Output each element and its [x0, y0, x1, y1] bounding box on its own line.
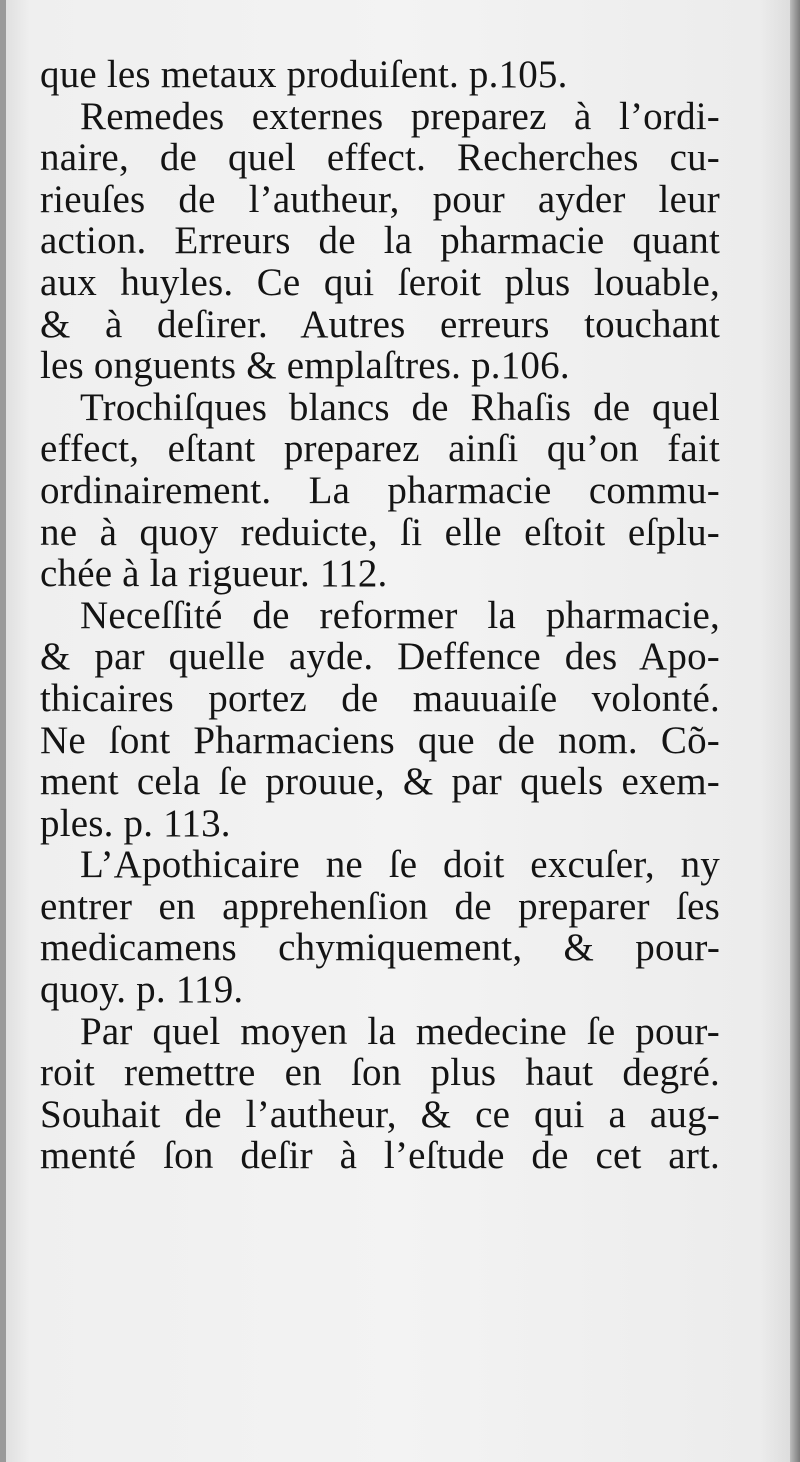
text-line: Souhait de l’autheur, & ce qui a aug-	[40, 1092, 720, 1136]
text-line: ne à quoy reduicte, ſi elle eſtoit eſplu-	[40, 510, 720, 554]
text-line: thicaires portez de mauuaiſe volonté.	[40, 676, 720, 720]
text-line: Trochiſques blancs de Rhaſis de quel	[80, 385, 720, 429]
text-line: entrer en apprehenſion de preparer ſes	[40, 884, 720, 928]
text-line: naire, de quel effect. Recherches cu-	[40, 136, 720, 180]
text-line: Ne ſont Pharmaciens que de nom. Cõ-	[40, 718, 720, 762]
text-line: & par quelle ayde. Deffence des Apo-	[40, 635, 720, 679]
text-line: Neceſſité de reformer la pharmacie,	[80, 593, 720, 637]
text-line: & à deſirer. Autres erreurs touchant	[40, 302, 720, 346]
index-text-block	[40, 54, 720, 1177]
text-line: quoy. p. 119.	[40, 968, 244, 1012]
text-line: menté ſon deſir à l’eſtude de cet art.	[40, 1134, 720, 1178]
text-line: L’Apothicaire ne ſe doit excuſer, ny	[80, 843, 720, 887]
text-line: action. Erreurs de la pharmacie quant	[40, 219, 720, 263]
text-line: medicamens chymiquement, & pour-	[40, 926, 720, 970]
text-line: Par quel moyen la medecine ſe pour-	[80, 1009, 720, 1053]
text-line: les onguents & emplaſtres. p.106.	[40, 344, 570, 388]
text-line: chée à la rigueur. 112.	[40, 552, 388, 596]
text-line: roit remettre en ſon plus haut degré.	[40, 1051, 720, 1095]
page-right-edge	[790, 0, 800, 1462]
text-line: ment cela ſe prouue, & par quels exem-	[40, 760, 720, 804]
text-line: ples. p. 113.	[40, 801, 231, 845]
text-line: ordinairement. La pharmacie commu-	[40, 468, 720, 512]
text-line: que les metaux produiſent. p.105.	[40, 53, 568, 96]
text-line: Remedes externes preparez à l’ordi-	[80, 94, 720, 138]
text-line: rieuſes de l’autheur, pour ayder leur	[40, 177, 720, 221]
text-line: aux huyles. Ce qui ſeroit plus louable,	[40, 260, 720, 304]
page-left-edge	[0, 0, 6, 1462]
text-line: effect, eſtant preparez ainſi qu’on fait	[40, 427, 720, 471]
